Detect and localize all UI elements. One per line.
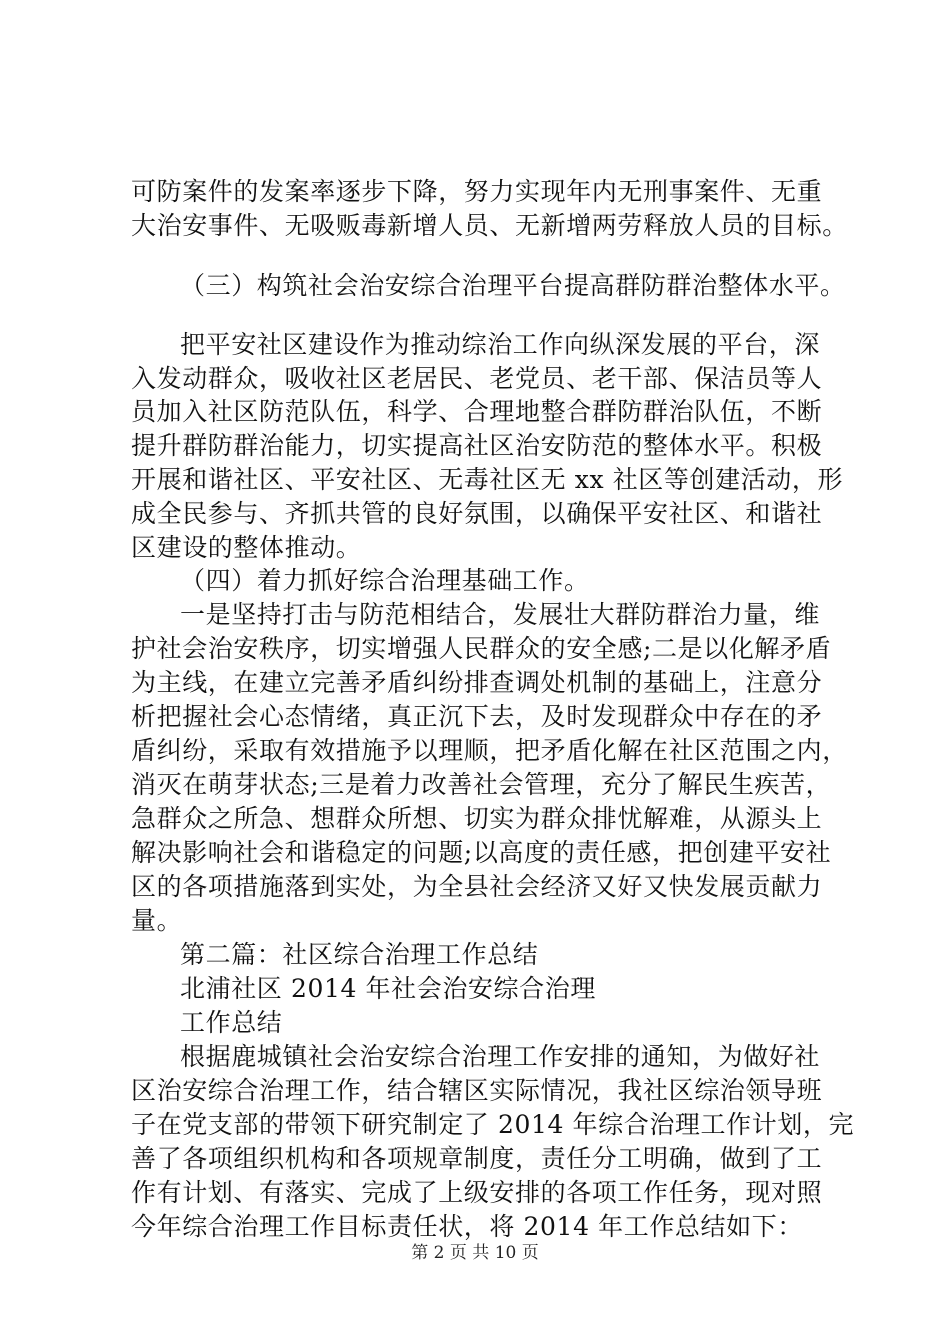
- text-line: 善了各项组织机构和各项规章制度，责任分工明确，做到了工: [131, 1144, 823, 1173]
- text-line: 子在党支部的带领下研究制定了 2014 年综合治理工作计划，完: [131, 1110, 855, 1139]
- document-title: 北浦社区 2014 年社会治安综合治理: [180, 974, 596, 1003]
- section-heading: （三）构筑社会治安综合治理平台提高群防群治整体水平。: [180, 271, 846, 300]
- text-line: 区治安综合治理工作，结合辖区实际情况，我社区综治领导班: [131, 1076, 823, 1105]
- chapter-heading: 第二篇：社区综合治理工作总结: [180, 940, 539, 969]
- text-line: 今年综合治理工作目标责任状，将 2014 年工作总结如下：: [131, 1212, 803, 1241]
- page-number: 第 2 页 共 10 页: [411, 1243, 539, 1263]
- text-line: 根据鹿城镇社会治安综合治理工作安排的通知，为做好社: [180, 1042, 821, 1071]
- text-line: 护社会治安秩序，切实增强人民群众的安全感;二是以化解矛盾: [131, 634, 832, 663]
- document-subtitle: 工作总结: [180, 1008, 283, 1037]
- text-line: 急群众之所急、想群众所想、切实为群众排忧解难，从源头上: [131, 804, 823, 833]
- text-line: 入发动群众，吸收社区老居民、老党员、老干部、保洁员等人: [131, 364, 823, 393]
- text-line: 盾纠纷，采取有效措施予以理顺，把矛盾化解在社区范围之内，: [131, 736, 848, 765]
- text-line: 把平安社区建设作为推动综治工作向纵深发展的平台，深: [180, 330, 821, 359]
- text-line: 量。: [131, 906, 183, 935]
- text-line: 区的各项措施落到实处，为全县社会经济又好又快发展贡献力: [131, 872, 823, 901]
- text-line: 提升群防群治能力，切实提高社区治安防范的整体水平。积极: [131, 431, 823, 460]
- text-line: 析把握社会心态情绪，真正沉下去，及时发现群众中存在的矛: [131, 702, 823, 731]
- text-line: 可防案件的发案率逐步下降，努力实现年内无刑事案件、无重: [131, 177, 823, 206]
- text-line: 作有计划、有落实、完成了上级安排的各项工作任务，现对照: [131, 1178, 823, 1207]
- text-line: 为主线，在建立完善矛盾纠纷排查调处机制的基础上，注意分: [131, 668, 823, 697]
- text-line: 成全民参与、齐抓共管的良好氛围，以确保平安社区、和谐社: [131, 499, 823, 528]
- text-line: 员加入社区防范队伍，科学、合理地整合群防群治队伍，不断: [131, 397, 823, 426]
- text-line: 大治安事件、无吸贩毒新增人员、无新增两劳释放人员的目标。: [131, 211, 848, 240]
- text-line: 开展和谐社区、平安社区、无毒社区无 xx 社区等创建活动，形: [131, 465, 844, 494]
- text-line: 解决影响社会和谐稳定的问题;以高度的责任感，把创建平安社: [131, 838, 832, 867]
- text-line: 区建设的整体推动。: [131, 533, 362, 562]
- text-line: 消灭在萌芽状态;三是着力改善社会管理，充分了解民生疾苦，: [131, 770, 832, 799]
- text-line: 一是坚持打击与防范相结合，发展壮大群防群治力量，维: [180, 600, 821, 629]
- section-heading: （四）着力抓好综合治理基础工作。: [180, 566, 590, 595]
